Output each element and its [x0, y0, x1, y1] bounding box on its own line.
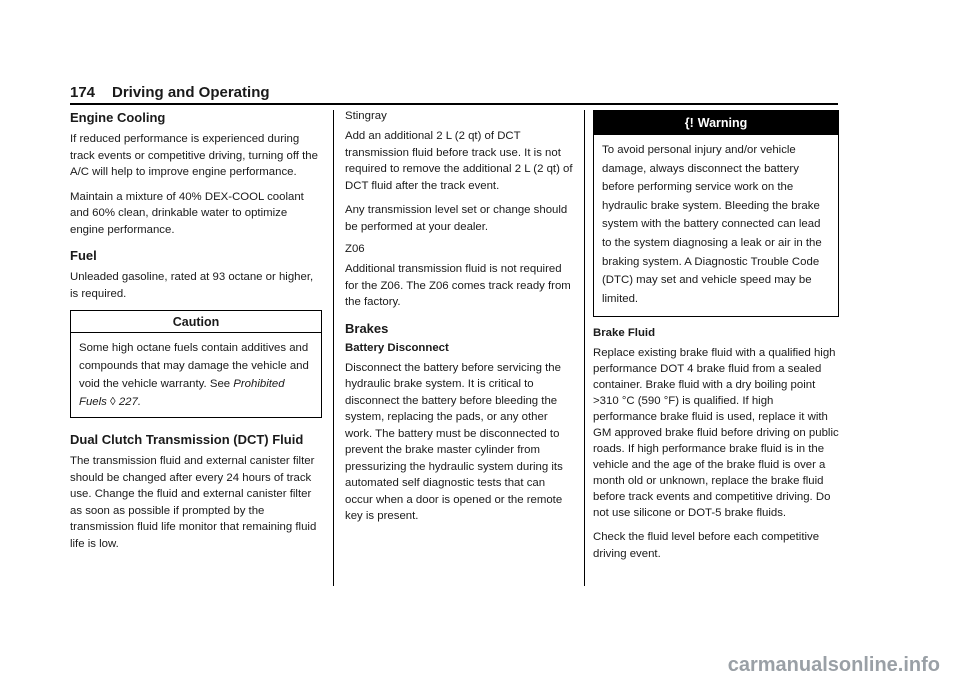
- battery-disconnect-paragraph: Disconnect the battery before servicing the hydraulic brake system. It is critical to disconnect the battery before bleeding the system, replacing the pads, or any other work. The battery must be disconnected to prevent the brake master cylinder from pressurizing the hydraulic system during its automated self diagnostic tests that can occur when a door is opened or the remote key is present.: [345, 361, 563, 522]
- engine-cooling-heading: Engine Cooling: [70, 110, 166, 125]
- page-header: [70, 82, 838, 104]
- warning-title-bar: [594, 111, 838, 135]
- column-divider: [584, 110, 585, 586]
- fuel-heading: Fuel: [70, 248, 97, 263]
- page-number: 174: [70, 84, 96, 101]
- watermark: carmanualsonline.info: [727, 654, 940, 676]
- stingray-paragraph: Any transmission level set or change should be performed at your dealer.: [345, 204, 568, 233]
- engine-cooling-paragraph: If reduced performance is experienced during track events or competitive driving, turning off the A/C will help to improve engine performance.: [70, 133, 318, 178]
- stingray-label: Stingray: [345, 110, 387, 122]
- caution-body: [71, 333, 321, 417]
- warning-title: Warning: [697, 116, 748, 130]
- column-middle: [345, 110, 575, 533]
- page-ref-number: 227.: [118, 396, 142, 408]
- warning-box: [593, 110, 839, 317]
- caution-box: [70, 310, 322, 418]
- warning-icon: {!: [684, 116, 694, 130]
- dct-fluid-heading: Dual Clutch Transmission (DCT) Fluid: [70, 432, 304, 447]
- column-right: [593, 110, 839, 570]
- z06-paragraph: Additional transmission fluid is not required for the Z06. The Z06 comes track ready from the factory.: [345, 263, 571, 308]
- z06-label: Z06: [345, 243, 365, 255]
- column-left: [70, 110, 322, 560]
- caution-title: Caution: [71, 311, 321, 333]
- prohibited-fuels-link[interactable]: Prohibited Fuels: [79, 378, 285, 408]
- battery-disconnect-label: Battery Disconnect: [345, 341, 449, 354]
- engine-cooling-paragraph: Maintain a mixture of 40% DEX-COOL coolant and 60% clean, drinkable water to optimize engine performance.: [70, 190, 304, 236]
- brakes-heading: Brakes: [345, 320, 389, 336]
- stingray-paragraph: Add an additional 2 L (2 qt) of DCT transmission fluid before track use. It is not required to remove the additional 2 L (2 qt) of DCT fluid after the track event.: [345, 130, 573, 192]
- column-divider: [333, 110, 334, 586]
- brake-fluid-label: Brake Fluid: [593, 327, 656, 340]
- brake-fluid-paragraph: Check the fluid level before each competitive driving event.: [593, 531, 820, 560]
- header-rule: [70, 103, 838, 105]
- fuel-paragraph: Unleaded gasoline, rated at 93 octane or higher, is required.: [70, 271, 314, 300]
- page-ref-arrow-icon: ◊: [110, 396, 116, 408]
- caution-text: Some high octane fuels contain additives and compounds that may damage the vehicle and void the vehicle warranty. See: [79, 342, 309, 390]
- dct-fluid-paragraph: The transmission fluid and external canister filter should be changed after every 24 hours of track use. Change the fluid and external canister filter as soon as possible if prompted by the transmission fluid life monitor that remaining fluid life is low.: [70, 455, 317, 550]
- warning-body: To avoid personal injury and/or vehicle damage, always disconnect the battery before performing service work on the hydraulic brake system. Bleeding the brake system with the battery connected can lead to the system diagnosing a leak or air in the braking system. A Diagnostic Trouble Code (DTC) may set and vehicle speed may be limited.: [602, 144, 822, 305]
- brake-fluid-paragraph: Replace existing brake fluid with a qualified high performance DOT 4 brake fluid from a sealed container. Brake fluid with a dry boiling point >310 °C (590 °F) is qualified. If high performance brake fluid is used, replace it with GM approved brake fluid before driving on public roads. If high performance brake fluid is in the vehicle and the age of the brake fluid is over a month old or unknown, replace the brake fluid before track events and competitive driving. Do not use silicone or DOT-5 brake fluids.: [593, 347, 839, 520]
- section-title: Driving and Operating: [112, 84, 270, 101]
